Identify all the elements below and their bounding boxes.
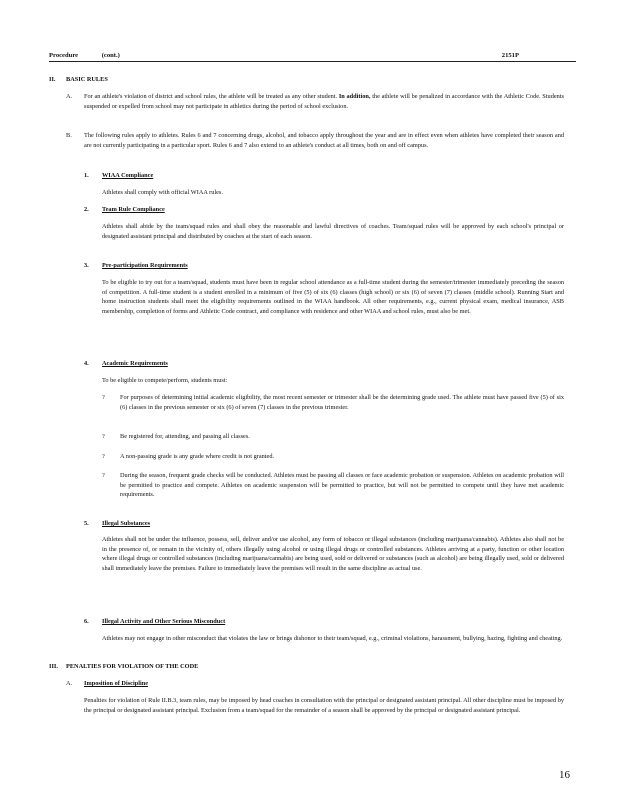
bullet-mark: ? xyxy=(102,453,105,460)
rule-6-title: Illegal Activity and Other Serious Misconduct xyxy=(102,618,226,625)
header-rule xyxy=(49,61,576,62)
policy-number: 2151P xyxy=(501,52,519,59)
item-iii-a-text: Penalties for violation of Rule II.B.3, team rules, may be imposed by head coaches in consultation with the principal or designated assistant principal. All other discipline must be imposed by the principal or designated assistant principal. Exclusion from a team/squad for the remainder of a season shall be approved by the principal or designated assistant principal. xyxy=(84,697,564,714)
rule-1-number: 1. xyxy=(84,172,89,179)
item-a-text: For an athlete's violation of district and school rules, the athlete will be treated as any other student. xyxy=(84,93,338,100)
rule-4-intro: To be eligible to compete/perform, students must: xyxy=(102,377,228,384)
rule-2-number: 2. xyxy=(84,206,89,213)
bullet-mark: ? xyxy=(102,394,105,401)
rule-3-title: Pre-participation Requirements xyxy=(102,262,188,269)
rule-6-number: 6. xyxy=(84,618,89,625)
header-procedure: Procedure xyxy=(49,52,79,59)
rule-1-title: WIAA Compliance xyxy=(102,172,154,179)
page-number: 16 xyxy=(559,769,570,781)
rule-4-bullet-2: Be registered for, attending, and passing all classes. xyxy=(120,433,250,440)
rule-6-text: Athletes may not engage in other misconduct that violates the law or brings dishonor to their team/squad, e.g., criminal violations, harassment, bullying, hazing, fighting and cheating. xyxy=(102,635,563,642)
bullet-mark: ? xyxy=(102,433,105,440)
section-ii-title: BASIC RULES xyxy=(66,76,108,83)
header-cont: (cont.) xyxy=(101,52,120,59)
item-iii-a-title: Imposition of Discipline xyxy=(84,680,149,687)
section-ii-number: II. xyxy=(49,76,56,83)
item-b-paragraph: The following rules apply to athletes. Rules 6 and 7 concerning drugs, alcohol, and tobacco apply throughout the year and are in effect even when athletes have completed their season and are not currently participating in a particular sport. Rules 6 and 7 also extend to an athlete's conduct at all times, both on and off campus. xyxy=(84,132,564,149)
rule-3-number: 3. xyxy=(84,262,89,269)
item-a-paragraph xyxy=(84,92,564,111)
item-a-text2: the athlete will be penalized in accordance with the Athletic Code. Students suspended or expelled from school may not participate in athletics during the period of school exclusion. xyxy=(84,93,565,110)
rule-4-number: 4. xyxy=(84,360,89,367)
rule-1-text: Athletes shall comply with official WIAA rules. xyxy=(102,189,223,196)
rule-4-bullet-4: During the season, frequent grade checks will be conducted. Athletes must be passing all classes or face academic probation or suspension. Athletes on academic probation will be permitted to practice and compete. Athletes on academic suspension will be permitted to practice, but will not be permitted to compete until they have met academic requirements. xyxy=(120,472,564,499)
rule-4-bullet-1: For purposes of determining initial academic eligibility, the most recent semester or trimester shall be the determining grade used. The athlete must have passed five (5) of six (6) classes in the previous semester or six (6) of seven (7) classes in the previous trimester. xyxy=(120,394,564,411)
rule-4-title: Academic Requirements xyxy=(102,360,168,367)
bullet-mark: ? xyxy=(102,472,105,479)
section-iii-number: III. xyxy=(49,663,58,670)
item-a-letter: A. xyxy=(66,93,73,100)
item-a-bold: In addition, xyxy=(338,93,371,100)
rule-5-title: Illegal Substances xyxy=(102,520,151,527)
item-b-letter: B. xyxy=(66,132,72,139)
rule-3-text: To be eligible to try out for a team/squad, students must have been in regular school attendance as a full-time student during the semester/trimester immediately preceding the season of competition. A full-time student is a student enrolled in a minimum of five (5) of six (6) classes (high school) or six (6) of seven (7) classes (middle school). Running Start and home instruction students shall meet the eligibility requirements outlined in the WIAA handbook. All other requirements, e.g., current physical exam, medical insurance, ASB membership, completion of forms and Athletic Code contract, and compliance with residence and other WIAA and school rules, must also be met. xyxy=(102,279,564,315)
rule-5-text: Athletes shall not be under the influence, possess, sell, deliver and/or use alcohol, any form of tobacco or illegal substances (including marijuana/cannabis). Athletes also shall not be in the presence of, or remain in the vicinity of, others illegally using alcohol or using illegal drugs or controlled substances. Athletes arriving at a party, function or other location where illegal drugs or controlled substances (including marijuana/cannabis) are being used, sold or delivered or substances (such as alcohol) are being illegally used, sold or delivered shall immediately leave the premises. Failure to immediately leave the premises will result in the same discipline as actual use. xyxy=(102,536,564,572)
rule-5-number: 5. xyxy=(84,520,89,527)
rule-2-title: Team Rule Compliance xyxy=(102,206,165,213)
page-header xyxy=(49,51,576,61)
rule-2-text: Athletes shall abide by the team/squad rules and shall obey the reasonable and lawful directives of coaches. Team/squad rules will be approved by each school's principal or designated assistant principal and distributed by coaches at the start of each season. xyxy=(102,223,564,240)
section-iii-title: PENALTIES FOR VIOLATION OF THE CODE xyxy=(66,663,199,670)
rule-4-bullet-3: A non-passing grade is any grade where credit is not granted. xyxy=(120,453,275,460)
item-iii-a-letter: A. xyxy=(66,680,73,687)
